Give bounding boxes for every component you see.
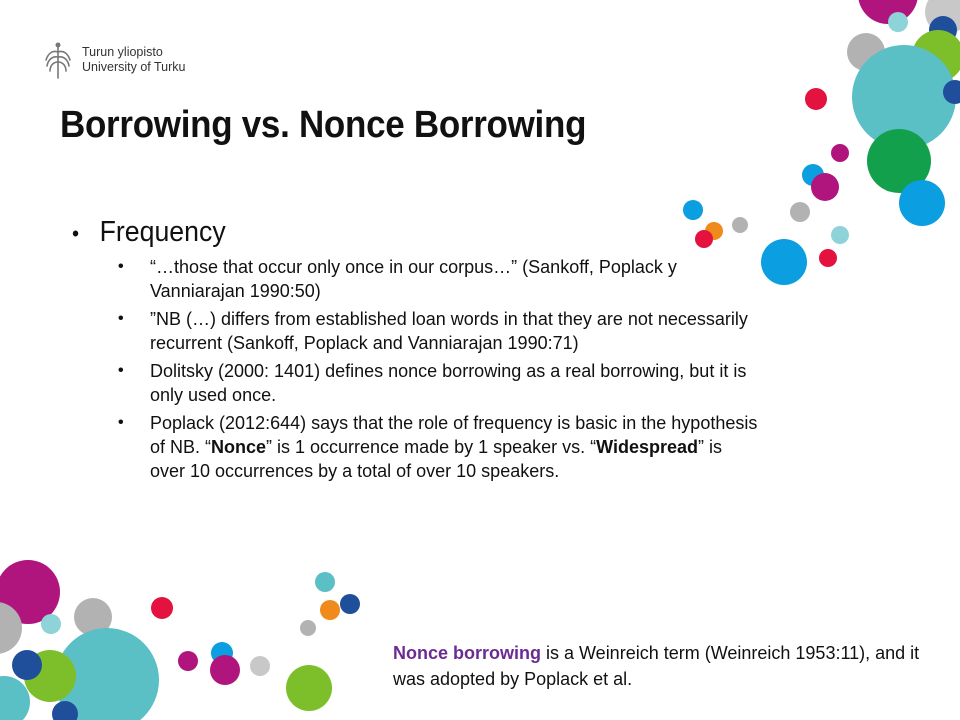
term-widespread: Widespread xyxy=(596,437,699,457)
decor-circle xyxy=(315,572,335,592)
slide-title: Borrowing vs. Nonce Borrowing xyxy=(60,104,587,146)
decor-circle xyxy=(41,614,61,634)
list-item xyxy=(118,411,758,483)
bullet-dot-icon: • xyxy=(118,362,124,379)
bullet-dot-icon: • xyxy=(118,414,124,431)
decor-circle xyxy=(178,651,198,671)
decor-circle xyxy=(888,12,908,32)
slide-content xyxy=(72,216,772,487)
footnote xyxy=(393,640,933,692)
bullet-dot-icon: • xyxy=(72,221,80,246)
decor-circle xyxy=(899,180,945,226)
sub-bullet-list xyxy=(118,255,758,483)
logo-line-finnish: Turun yliopisto xyxy=(82,45,163,59)
bullet-heading xyxy=(72,216,716,249)
list-item xyxy=(118,359,758,407)
decor-circle xyxy=(831,144,849,162)
decor-circle xyxy=(286,665,332,711)
decor-circle xyxy=(819,249,837,267)
decor-circle xyxy=(790,202,810,222)
decor-circle xyxy=(805,88,827,110)
decor-circle xyxy=(12,650,42,680)
decor-circle xyxy=(858,0,918,24)
decor-circle xyxy=(831,226,849,244)
list-item-text: “…those that occur only once in our corpus…” (Sankoff, Poplack y Vanniarajan 1990:50) xyxy=(150,257,677,301)
list-item xyxy=(118,307,758,355)
university-logo xyxy=(40,40,186,80)
list-item-text-part: ” is over 10 occurrences by a total of over 10 speakers. xyxy=(150,437,723,481)
decor-circle xyxy=(250,656,270,676)
decor-circle xyxy=(300,620,316,636)
bullet-dot-icon: • xyxy=(118,258,124,275)
decor-circle xyxy=(320,600,340,620)
decor-circle xyxy=(811,173,839,201)
list-item-text: Dolitsky (2000: 1401) defines nonce borrowing as a real borrowing, but it is only used once. xyxy=(150,361,747,405)
footnote-text: is a Weinreich term (Weinreich 1953:11), and it was adopted by Poplack et al. xyxy=(393,643,920,689)
list-item-text: ”NB (…) differs from established loan words in that they are not necessarily recurrent (Sankoff, Poplack and Vanniarajan 1990:71) xyxy=(150,309,748,353)
bullet-dot-icon: • xyxy=(118,310,124,327)
list-item xyxy=(118,255,758,303)
list-item-text-part: Poplack (2012:644) says that the role of frequency is basic in the hypothesis of NB. “ xyxy=(150,413,758,457)
footnote-highlight: Nonce borrowing xyxy=(393,643,541,663)
university-emblem-icon xyxy=(40,40,76,80)
logo-line-english: University of Turku xyxy=(82,60,186,74)
list-item-text-part: ” is 1 occurrence made by 1 speaker vs. “ xyxy=(266,437,597,457)
bullet-heading-text: Frequency xyxy=(99,216,226,248)
decor-circle xyxy=(210,655,240,685)
term-nonce: Nonce xyxy=(211,437,267,457)
decor-circle xyxy=(151,597,173,619)
decor-circle xyxy=(340,594,360,614)
